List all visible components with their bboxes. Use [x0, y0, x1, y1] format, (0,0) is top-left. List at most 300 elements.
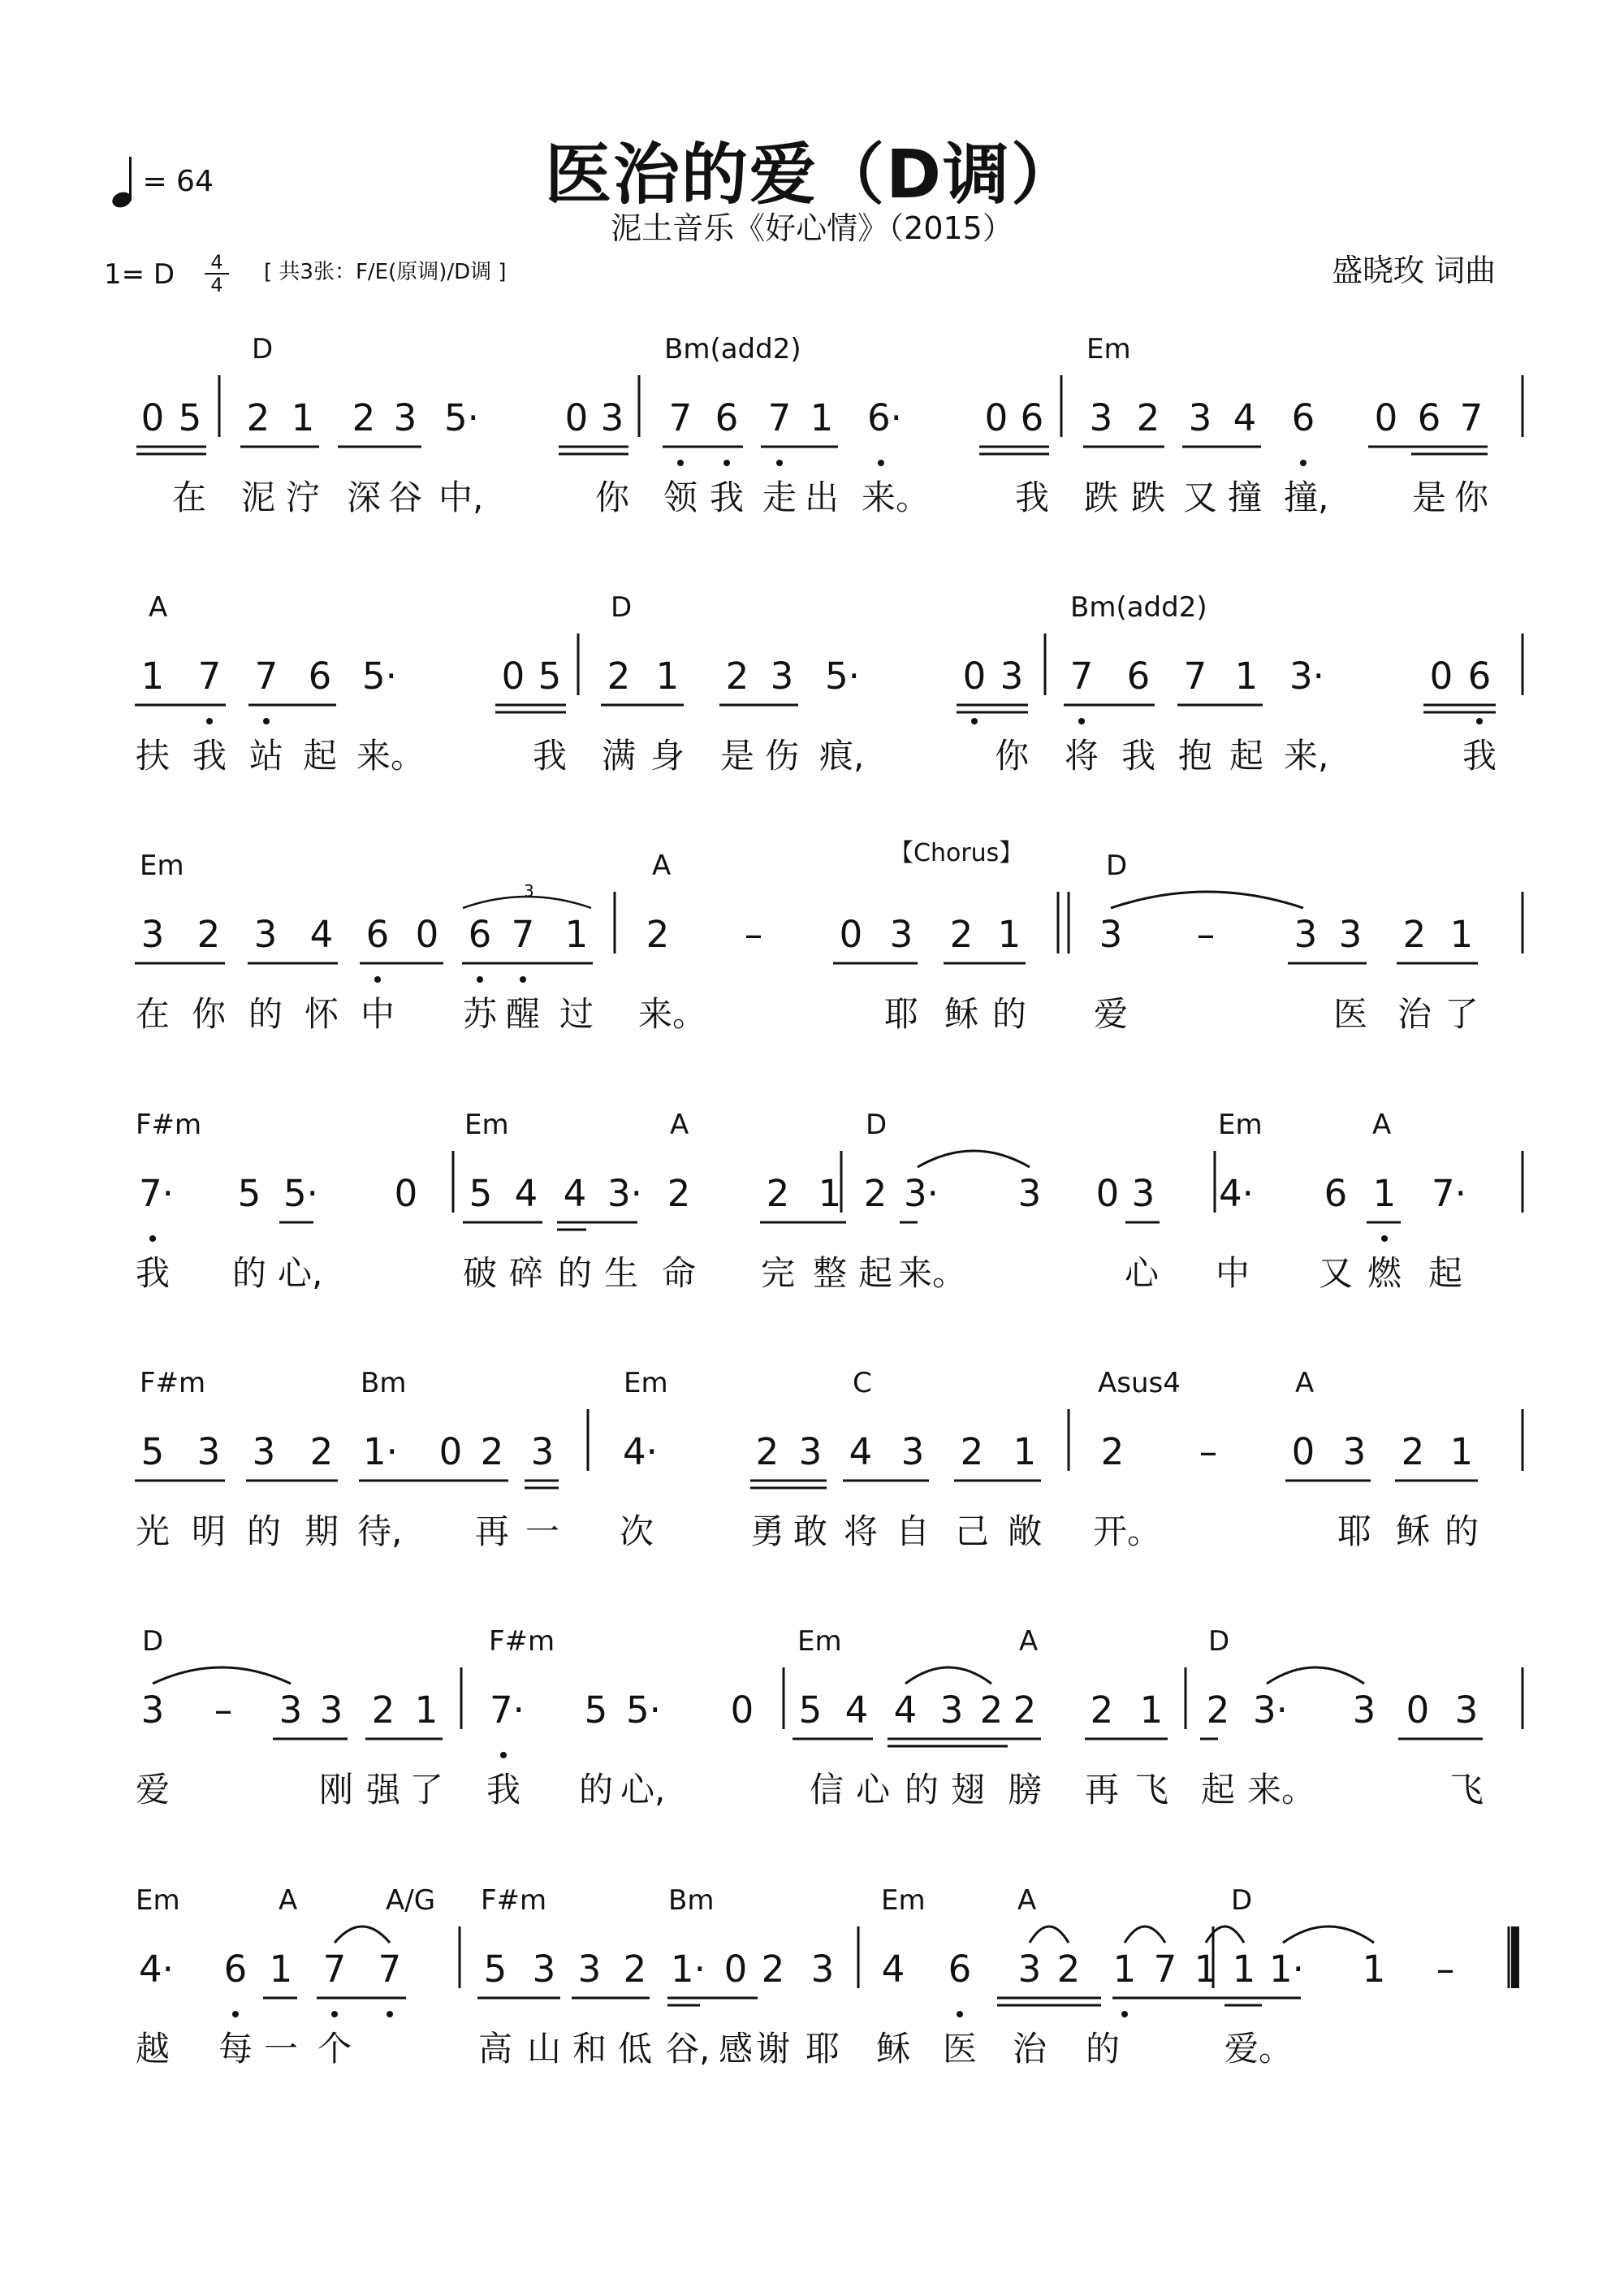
- note-digit: 7: [668, 396, 693, 439]
- chord-symbol: Bm: [361, 1367, 407, 1399]
- note-digit: 1·: [671, 1948, 706, 1991]
- note-digit: 2: [623, 1948, 647, 1991]
- note-digit: 2: [646, 913, 670, 956]
- lyric-char: 和: [572, 2029, 607, 2069]
- lyric-char: 你: [594, 478, 629, 517]
- lyric-char: 苏: [462, 994, 497, 1034]
- lyric-char: 的: [1085, 2029, 1120, 2069]
- lyric-char: 高: [477, 2029, 512, 2069]
- lyric-char: 中: [360, 994, 395, 1034]
- note-digit: 6: [715, 396, 739, 439]
- note-digit: 2: [1056, 1948, 1081, 1991]
- note-digit: 4: [309, 913, 334, 956]
- lyric-char: 起: [1427, 1253, 1462, 1293]
- note-digit: 5: [584, 1688, 608, 1732]
- note-digit: 2: [755, 1430, 780, 1473]
- lyric-char: 爱。: [1224, 2029, 1294, 2069]
- note-digit: 0: [564, 396, 589, 439]
- note-digit: 3: [393, 396, 417, 439]
- note-digit: 0: [1374, 396, 1398, 439]
- note-digit: –: [1436, 1948, 1455, 1991]
- lyric-char: 敢: [793, 1511, 827, 1551]
- album-subtitle: 泥土音乐《好心情》（2015）: [611, 210, 1013, 246]
- key-signature: 1= D: [104, 258, 175, 291]
- lyric-char: 耶: [1337, 1511, 1371, 1551]
- note-digit: 2: [949, 913, 974, 956]
- lyric-char: 的: [246, 1511, 281, 1551]
- note-digit: 5: [483, 1948, 508, 1991]
- note-digit: 3: [1338, 913, 1363, 956]
- chord-symbol: A: [149, 591, 168, 624]
- lyric-char: 生: [603, 1253, 638, 1293]
- note-digit: 3: [939, 1688, 964, 1732]
- note-digit: 3: [530, 1430, 555, 1473]
- low-octave-dot: [387, 2011, 393, 2017]
- note-digit: 1: [140, 655, 165, 698]
- lyric-char: 满: [601, 736, 636, 776]
- lyric-char: 来。: [356, 736, 425, 776]
- chord-symbol: A: [1017, 1884, 1037, 1917]
- note-digit: 3: [1000, 655, 1024, 698]
- note-digit: 6·: [867, 396, 902, 439]
- note-digit: 4·: [139, 1948, 174, 1991]
- lyric-char: 是: [1411, 478, 1446, 517]
- lyric-char: 撞,: [1284, 478, 1329, 517]
- lyric-char: 你: [1453, 478, 1488, 517]
- lyric-char: 抱: [1177, 736, 1212, 776]
- slur-arc: [918, 1151, 1030, 1167]
- low-octave-dot: [723, 460, 730, 466]
- note-digit: 1: [655, 655, 680, 698]
- lyric-char: 你: [994, 736, 1029, 776]
- slur-arc: [1206, 1926, 1244, 1943]
- lyric-char: 心,: [620, 1770, 666, 1810]
- note-digit: 5·: [283, 1172, 318, 1215]
- note-digit: 5: [798, 1688, 823, 1732]
- lyric-char: 泥: [240, 478, 275, 517]
- lyric-char: 起: [302, 736, 337, 776]
- note-digit: 0: [394, 1172, 418, 1215]
- time-signature-bottom: 4: [205, 273, 229, 296]
- low-octave-dot: [1121, 2011, 1128, 2017]
- slur-arc: [1283, 1926, 1374, 1943]
- chord-symbol: D: [252, 333, 274, 365]
- lyric-char: 翅: [950, 1770, 985, 1810]
- lyric-char: 破: [462, 1253, 497, 1293]
- note-digit: 7: [767, 396, 792, 439]
- note-digit: 6: [1126, 655, 1151, 698]
- note-digit: 1: [1362, 1948, 1386, 1991]
- low-octave-dot: [776, 460, 783, 466]
- lyric-char: 过: [559, 994, 594, 1034]
- lyric-char: 我: [1462, 736, 1497, 776]
- lyric-char: 爱: [1093, 994, 1128, 1034]
- note-digit: 3: [1099, 913, 1123, 956]
- note-digit: 2: [979, 1688, 1004, 1732]
- lyric-char: 在: [171, 478, 206, 517]
- note-digit: 4·: [1219, 1172, 1254, 1215]
- low-octave-dot: [149, 1235, 156, 1242]
- versions-note: [ 共3张：F/E(原调)/D调 ]: [264, 260, 507, 284]
- lyric-char: 痕,: [819, 736, 865, 776]
- lyric-char: 身: [650, 736, 685, 776]
- lyric-char: 感: [718, 2029, 753, 2069]
- note-digit: 2: [725, 655, 749, 698]
- note-digit: 3·: [1253, 1688, 1288, 1732]
- note-digit: 2: [480, 1430, 504, 1473]
- low-octave-dot: [677, 460, 684, 466]
- note-digit: 3: [798, 1430, 823, 1473]
- note-digit: 3: [810, 1948, 835, 1991]
- note-digit: 6: [365, 913, 390, 956]
- lyric-char: 了: [1444, 994, 1479, 1034]
- low-octave-dot: [1476, 718, 1483, 724]
- chord-symbol: D: [142, 1625, 164, 1658]
- note-digit: 3: [1294, 913, 1318, 956]
- note-digit: 0: [730, 1688, 754, 1732]
- low-octave-dot: [1078, 718, 1085, 724]
- lyric-char: 医: [1332, 994, 1367, 1034]
- note-digit: 7: [254, 655, 279, 698]
- lyric-char: 光: [135, 1511, 170, 1551]
- note-digit: 7: [1183, 655, 1207, 698]
- note-digit: 1: [997, 913, 1021, 956]
- note-digit: 2: [1013, 1688, 1037, 1732]
- lyric-char: 心,: [278, 1253, 323, 1293]
- note-digit: 0: [1291, 1430, 1315, 1473]
- note-digit: 3: [577, 1948, 602, 1991]
- note-digit: 0: [438, 1430, 463, 1473]
- note-digit: 7·: [139, 1172, 174, 1215]
- note-digit: 1: [1139, 1688, 1164, 1732]
- lyric-char: 伤: [764, 736, 799, 776]
- note-digit: 1: [1013, 1430, 1037, 1473]
- note-digit: 5: [140, 1430, 165, 1473]
- note-digit: 6: [468, 913, 492, 956]
- note-digit: 3: [889, 913, 914, 956]
- chord-symbol: A: [670, 1109, 689, 1141]
- lyric-char: 治: [1012, 2029, 1047, 2069]
- note-digit: 5·: [362, 655, 397, 698]
- note-digit: 4: [514, 1172, 538, 1215]
- note-digit: 5·: [825, 655, 860, 698]
- lyric-char: 己: [954, 1511, 989, 1551]
- lyric-char: 治: [1397, 994, 1432, 1034]
- low-octave-dot: [263, 718, 270, 724]
- lyric-char: 的: [904, 1770, 939, 1810]
- lyric-char: 跌: [1130, 478, 1165, 517]
- lyric-char: 医: [942, 2029, 977, 2069]
- note-digit: 5: [538, 655, 562, 698]
- lyric-char: 耶: [883, 994, 918, 1034]
- note-digit: 3: [1352, 1688, 1376, 1732]
- note-digit: 6: [948, 1948, 972, 1991]
- note-digit: 0: [1429, 655, 1453, 698]
- note-digit: 2: [1402, 913, 1427, 956]
- lyric-char: 稣: [1395, 1511, 1430, 1551]
- note-digit: 4: [881, 1948, 905, 1991]
- lyric-char: 完: [760, 1253, 795, 1293]
- lyric-char: 信: [809, 1770, 844, 1810]
- note-digit: 7: [1069, 655, 1094, 698]
- note-digit: 0: [839, 913, 863, 956]
- chord-symbol: D: [1231, 1884, 1253, 1917]
- lyric-char: 谷: [387, 478, 422, 517]
- note-digit: 7: [322, 1948, 347, 1991]
- lyric-char: 来。: [862, 478, 931, 517]
- note-digit: 0: [1095, 1172, 1120, 1215]
- lyric-char: 又: [1182, 478, 1217, 517]
- lyric-char: 膀: [1007, 1770, 1042, 1810]
- chord-symbol: Em: [140, 850, 184, 882]
- note-digit: 7: [1459, 396, 1484, 439]
- note-digit: 3: [140, 1688, 165, 1732]
- lyric-char: 刚: [318, 1770, 353, 1810]
- low-octave-dot: [957, 2011, 963, 2017]
- note-digit: 3: [1017, 1172, 1042, 1215]
- note-digit: 4: [1233, 396, 1257, 439]
- note-digit: 2: [371, 1688, 395, 1732]
- chorus-label: 【Chorus】: [889, 839, 1024, 867]
- note-digit: 1: [564, 913, 589, 956]
- lyric-char: 飞: [1449, 1770, 1484, 1810]
- low-octave-dot: [232, 2011, 239, 2017]
- note-digit: 0: [415, 913, 439, 956]
- chord-symbol: D: [1106, 850, 1128, 882]
- note-digit: 5·: [444, 396, 479, 439]
- low-octave-dot: [1300, 460, 1307, 466]
- note-digit: 1: [414, 1688, 438, 1732]
- chord-symbol: A: [1019, 1625, 1039, 1658]
- note-digit: 4: [844, 1688, 869, 1732]
- note-digit: 3: [1342, 1430, 1367, 1473]
- chord-symbol: Bm(add2): [1070, 591, 1207, 624]
- lyric-char: 一: [525, 1511, 559, 1551]
- note-digit: 3: [279, 1688, 303, 1732]
- chord-symbol: A: [279, 1884, 298, 1917]
- slur-arc: [1111, 892, 1303, 908]
- note-digit: 0: [962, 655, 987, 698]
- time-signature-top: 4: [210, 251, 223, 274]
- note-digit: 2: [761, 1948, 785, 1991]
- chord-symbol: Bm: [668, 1884, 715, 1917]
- composer-credit: 盛晓玫 词曲: [1332, 253, 1497, 288]
- note-digit: 1: [810, 396, 834, 439]
- note-digit: 1: [1234, 655, 1259, 698]
- note-digit: 4: [563, 1172, 587, 1215]
- note-digit: 2: [667, 1172, 691, 1215]
- low-octave-dot: [374, 976, 381, 983]
- lyric-char: 起: [1200, 1770, 1235, 1810]
- lyric-char: 待,: [357, 1511, 403, 1551]
- lyric-char: 我: [192, 736, 227, 776]
- lyric-char: 来。: [898, 1253, 967, 1293]
- note-digit: 3·: [607, 1172, 642, 1215]
- lyric-char: 扶: [135, 736, 170, 776]
- lyric-char: 是: [719, 736, 754, 776]
- lyric-char: 我: [486, 1770, 520, 1810]
- lyric-char: 稣: [944, 994, 978, 1034]
- lyric-char: 爱: [135, 1770, 170, 1810]
- lyric-char: 醒: [505, 994, 540, 1034]
- note-digit: 3·: [1289, 655, 1324, 698]
- lyric-char: 走: [762, 478, 797, 517]
- note-digit: 2: [197, 913, 221, 956]
- low-octave-dot: [500, 1752, 507, 1758]
- note-digit: 5·: [626, 1688, 661, 1732]
- chord-symbol: C: [853, 1367, 872, 1399]
- low-octave-dot: [971, 718, 978, 724]
- lyric-char: 来。: [1247, 1770, 1316, 1810]
- note-digit: 1: [1449, 913, 1474, 956]
- note-digit: 6: [1291, 396, 1315, 439]
- slur-arc: [905, 1667, 991, 1684]
- note-digit: 7·: [1432, 1172, 1466, 1215]
- chord-symbol: Em: [136, 1884, 180, 1917]
- note-digit: –: [744, 913, 763, 956]
- note-digit: 0: [723, 1948, 748, 1991]
- lyric-char: 在: [135, 994, 170, 1034]
- lyric-char: 耶: [805, 2029, 840, 2069]
- note-digit: –: [1199, 1430, 1218, 1473]
- note-digit: 1: [1232, 1948, 1256, 1991]
- note-digit: 3: [901, 1430, 925, 1473]
- chord-symbol: A: [1372, 1109, 1392, 1141]
- chord-symbol: A: [652, 850, 672, 882]
- note-digit: 6: [1417, 396, 1441, 439]
- chord-symbol: F#m: [489, 1625, 555, 1658]
- note-digit: 3: [1131, 1172, 1155, 1215]
- note-digit: 1: [818, 1172, 842, 1215]
- note-digit: 3: [600, 396, 624, 439]
- note-digit: 3: [770, 655, 794, 698]
- note-digit: 6: [1324, 1172, 1348, 1215]
- note-digit: 1: [291, 396, 315, 439]
- note-digit: 2: [1100, 1430, 1125, 1473]
- lyric-char: 心: [1124, 1253, 1159, 1293]
- note-digit: 6: [1020, 396, 1044, 439]
- lyric-char: 敞: [1007, 1511, 1042, 1551]
- note-digit: 3: [319, 1688, 343, 1732]
- lyric-char: 开。: [1093, 1511, 1162, 1551]
- low-octave-dot: [878, 460, 884, 466]
- lyric-char: 的: [1444, 1511, 1479, 1551]
- lyric-char: 一: [263, 2029, 298, 2069]
- note-digit: 2: [309, 1430, 334, 1473]
- slur-arc: [1030, 1926, 1069, 1943]
- note-digit: 6: [1467, 655, 1492, 698]
- note-digit: 1: [1112, 1948, 1137, 1991]
- lyric-char: 再: [474, 1511, 509, 1551]
- note-digit: 7·: [490, 1688, 525, 1732]
- lyric-char: 山: [526, 2029, 561, 2069]
- slur-arc: [335, 1926, 390, 1943]
- chord-symbol: D: [611, 591, 633, 624]
- chord-symbol: A/G: [386, 1884, 436, 1917]
- note-digit: 2: [960, 1430, 984, 1473]
- note-digit: 3·: [904, 1172, 939, 1215]
- chord-symbol: F#m: [136, 1109, 202, 1141]
- note-digit: 2: [607, 655, 631, 698]
- song-title: 医治的爱（D调）: [544, 136, 1080, 214]
- lyric-char: 命: [661, 1253, 696, 1293]
- slur-arc: [153, 1667, 291, 1684]
- note-digit: 2: [1401, 1430, 1425, 1473]
- note-digit: 0: [984, 396, 1009, 439]
- note-digit: 3: [252, 1430, 276, 1473]
- lyric-char: 起: [857, 1253, 892, 1293]
- note-digit: 7: [378, 1948, 402, 1991]
- lyric-char: 明: [191, 1511, 226, 1551]
- lyric-char: 的: [991, 994, 1026, 1034]
- lyric-char: 每: [218, 2029, 253, 2069]
- lyric-char: 将: [1064, 736, 1099, 776]
- lyric-char: 谢: [755, 2029, 790, 2069]
- note-digit: 1: [1449, 1430, 1474, 1473]
- chord-symbol: Em: [1086, 333, 1131, 365]
- lyric-char: 的: [248, 994, 283, 1034]
- lyric-char: 将: [843, 1511, 878, 1551]
- lyric-char: 碎: [508, 1253, 543, 1293]
- note-digit: 1: [1372, 1172, 1397, 1215]
- note-digit: 5: [178, 396, 202, 439]
- lyric-char: 燃: [1367, 1253, 1402, 1293]
- note-digit: 3: [532, 1948, 556, 1991]
- lyric-char: 站: [248, 736, 283, 776]
- note-digit: 0: [140, 396, 165, 439]
- lyric-char: 的: [231, 1253, 266, 1293]
- lyric-char: 跌: [1083, 478, 1118, 517]
- chord-symbol: D: [1208, 1625, 1230, 1658]
- lyric-char: 个: [317, 2029, 352, 2069]
- lyric-char: 来。: [638, 994, 707, 1034]
- note-digit: 4: [849, 1430, 873, 1473]
- lyric-char: 勇: [749, 1511, 784, 1551]
- lyric-char: 次: [619, 1511, 654, 1551]
- lyric-char: 了: [408, 1770, 443, 1810]
- lyric-char: 越: [135, 2029, 170, 2069]
- slur-arc: [1125, 1926, 1165, 1943]
- note-digit: 2: [863, 1172, 888, 1215]
- note-digit: 0: [1406, 1688, 1430, 1732]
- note-digit: 3: [1017, 1948, 1042, 1991]
- note-digit: 7: [511, 913, 535, 956]
- chord-symbol: A: [1295, 1367, 1315, 1399]
- note-digit: 3: [1188, 396, 1212, 439]
- chord-symbol: Em: [624, 1367, 668, 1399]
- note-digit: 4: [893, 1688, 918, 1732]
- low-octave-dot: [1381, 1235, 1388, 1242]
- lyric-char: 我: [1121, 736, 1155, 776]
- note-digit: 2: [1090, 1688, 1114, 1732]
- chord-symbol: Em: [881, 1884, 926, 1917]
- chord-symbol: F#m: [140, 1367, 206, 1399]
- note-digit: 1: [1194, 1948, 1218, 1991]
- lyric-char: 领: [663, 478, 698, 517]
- lyric-char: 撞: [1227, 478, 1262, 517]
- note-digit: 3: [1454, 1688, 1479, 1732]
- low-octave-dot: [206, 718, 213, 724]
- lyric-char: 我: [532, 736, 567, 776]
- lyric-char: 稣: [875, 2029, 910, 2069]
- note-digit: 2: [1206, 1688, 1230, 1732]
- lyric-char: 期: [304, 1511, 339, 1551]
- lyric-char: 中: [1215, 1253, 1250, 1293]
- note-digit: 3: [140, 913, 165, 956]
- low-octave-dot: [520, 976, 526, 983]
- note-digit: 5: [469, 1172, 493, 1215]
- note-digit: 7: [1153, 1948, 1177, 1991]
